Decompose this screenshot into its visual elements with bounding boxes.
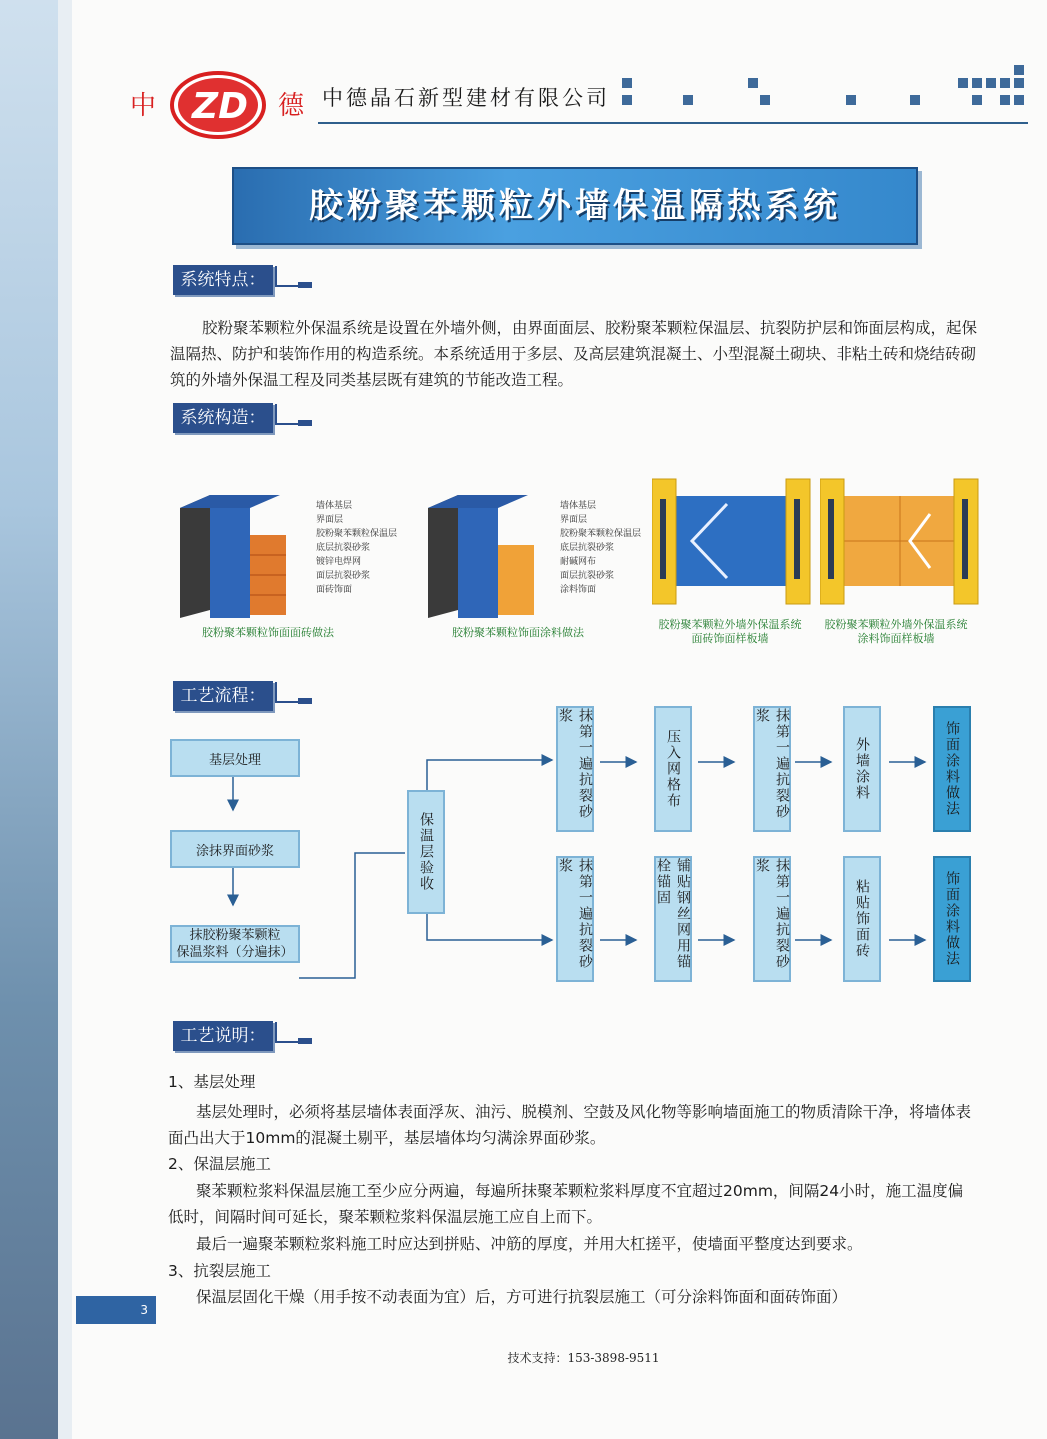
section-header-process: 工艺流程： bbox=[173, 681, 273, 711]
flow-top-5-label: 饰面涂料做法 bbox=[944, 721, 960, 817]
flow-step3-line1: 抹胶粉聚苯颗粒 bbox=[189, 928, 281, 943]
fig4-caption-line1: 胶粉聚苯颗粒外墙外保温系统 bbox=[824, 618, 968, 631]
fig2-label-1: 墙体基层 bbox=[560, 501, 597, 511]
page-number: 3 bbox=[140, 1303, 148, 1317]
flow-step-base-treatment: 基层处理 bbox=[170, 739, 300, 777]
fig2-label-4: 底层抗裂砂浆 bbox=[560, 543, 615, 553]
page-title: 胶粉聚苯颗粒外墙保温隔热系统 bbox=[309, 186, 841, 226]
company-name: 中德晶石新型建材有限公司 bbox=[322, 86, 610, 110]
fig1-label-7: 面砖饰面 bbox=[316, 585, 353, 595]
fig2-label-7: 涂料饰面 bbox=[560, 585, 597, 595]
notes-paragraph-2a: 聚苯颗粒浆料保温层施工至少应分两遍，每遍所抹聚苯颗粒浆料厚度不宜超过20mm，间隔24小时，施工温度偏低时，间隔时间可延长，聚苯颗粒浆料保温层施工应自上而下。 bbox=[168, 1182, 964, 1226]
flow-step-interface-mortar: 涂抹界面砂浆 bbox=[170, 830, 300, 868]
flow-step-insulation-check bbox=[407, 790, 445, 914]
flow-top-2-label: 压入网格布 bbox=[665, 729, 681, 809]
logo-right-char: 德 bbox=[278, 91, 305, 121]
fig1-label-3: 胶粉聚苯颗粒保温层 bbox=[316, 529, 398, 539]
fig2-label-5: 耐碱网布 bbox=[560, 557, 597, 567]
flow-top-4 bbox=[843, 706, 881, 832]
flow-top-1 bbox=[556, 706, 594, 832]
flow-bottom-3-label: 抹第一遍抗裂砂浆 bbox=[754, 858, 790, 970]
svg-text:ZD: ZD bbox=[192, 86, 248, 127]
flow-top-5 bbox=[933, 706, 971, 832]
footer-support: 技术支持：153-3898-9511 bbox=[507, 1351, 660, 1365]
fig2-label-3: 胶粉聚苯颗粒保温层 bbox=[560, 529, 642, 539]
notes-heading-3: 3、抗裂层施工 bbox=[168, 1262, 271, 1280]
flow-step3-line2: 保温浆料（分遍抹） bbox=[176, 945, 294, 960]
flow-top-3 bbox=[753, 706, 791, 832]
section-header-structure: 系统构造： bbox=[173, 403, 273, 433]
notes-paragraph-2b: 最后一遍聚苯颗粒浆料施工时应达到拼贴、冲筋的厚度，并用大杠搓平，使墙面平整度达到要求。 bbox=[196, 1235, 863, 1253]
fig1-label-2: 界面层 bbox=[316, 515, 344, 525]
flow-bottom-1 bbox=[556, 856, 594, 982]
flow-top-2 bbox=[654, 706, 692, 832]
flow-bottom-4 bbox=[843, 856, 881, 982]
notes-heading-2: 2、保温层施工 bbox=[168, 1155, 271, 1173]
flow-bottom-3 bbox=[753, 856, 791, 982]
fig1-label-6: 面层抗裂砂浆 bbox=[316, 571, 371, 581]
flow-bottom-5-label: 饰面涂料做法 bbox=[944, 871, 960, 967]
notes-heading-1: 1、基层处理 bbox=[168, 1073, 256, 1091]
fig1-caption: 胶粉聚苯颗粒饰面面砖做法 bbox=[202, 626, 334, 639]
flow-check-label: 保温层验收 bbox=[418, 812, 434, 892]
section-header-features: 系统特点： bbox=[173, 265, 273, 295]
notes-paragraph-3: 保温层固化干燥（用手按不动表面为宜）后，方可进行抗裂层施工（可分涂料饰面和面砖饰面） bbox=[196, 1288, 848, 1306]
flow-bottom-1-label: 抹第一遍抗裂砂浆 bbox=[557, 858, 593, 970]
section-decoration bbox=[274, 1018, 314, 1044]
fig3-caption-line2: 面砖饰面样板墙 bbox=[691, 632, 769, 645]
flow-step-insulation-slurry bbox=[170, 925, 300, 963]
section-header-notes: 工艺说明： bbox=[173, 1021, 273, 1051]
fig3-caption-line1: 胶粉聚苯颗粒外墙外保温系统 bbox=[658, 618, 802, 631]
flow-bottom-2 bbox=[654, 856, 692, 982]
flow-top-1-label: 抹第一遍抗裂砂浆 bbox=[557, 708, 593, 820]
flow-top-3-label: 抹第一遍抗裂砂浆 bbox=[754, 708, 790, 820]
fig1-label-1: 墙体基层 bbox=[316, 501, 353, 511]
fig2-caption: 胶粉聚苯颗粒饰面涂料做法 bbox=[452, 626, 584, 639]
notes-paragraph-1: 基层处理时，必须将基层墙体表面浮灰、油污、脱模剂、空鼓及风化物等影响墙面施工的物质清除干净，将墙体表面凸出大于10mm的混凝土剔平，基层墙体均匀满涂界面砂浆。 bbox=[168, 1103, 972, 1147]
fig2-label-2: 界面层 bbox=[560, 515, 588, 525]
flow-bottom-4-label: 粘贴饰面砖 bbox=[854, 879, 870, 959]
fig2-label-6: 面层抗裂砂浆 bbox=[560, 571, 615, 581]
flow-bottom-5 bbox=[933, 856, 971, 982]
page-number-tab bbox=[76, 1296, 156, 1324]
flow-bottom-2-label: 铺贴钢丝网用锚栓锚固 bbox=[655, 858, 691, 970]
features-paragraph: 胶粉聚苯颗粒外保温系统是设置在外墙外侧，由界面面层、胶粉聚苯颗粒保温层、抗裂防护层和饰面层构成，起保温隔热、防护和装饰作用的构造系统。本系统适用于多层、及高层建筑混凝土、小型混凝土砌块、非粘土砖和烧结砖砌筑的外墙外保温工程及同类基层既有建筑的节能改造工程。 bbox=[170, 319, 978, 389]
fig1-label-5: 镀锌电焊网 bbox=[316, 557, 362, 567]
logo-left-char: 中 bbox=[130, 91, 157, 121]
fig4-caption-line2: 涂料饰面样板墙 bbox=[857, 632, 935, 645]
fig1-label-4: 底层抗裂砂浆 bbox=[316, 543, 371, 553]
flow-top-4-label: 外墙涂料 bbox=[854, 737, 870, 801]
